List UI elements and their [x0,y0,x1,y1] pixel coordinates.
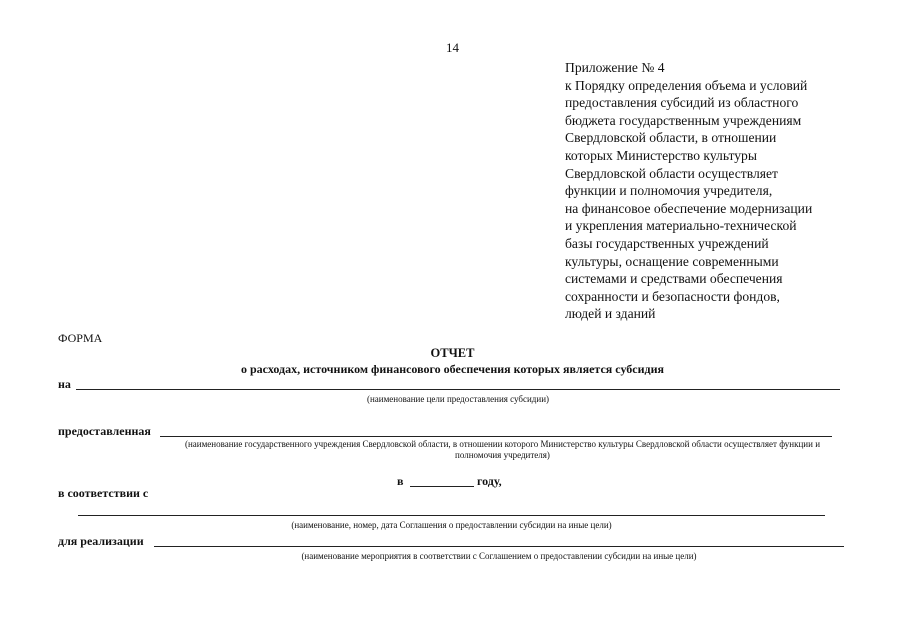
accordance-label: в соответствии с [58,486,149,500]
provided-input-line[interactable] [160,436,832,437]
page-number: 14 [446,40,459,55]
appendix-header [565,59,865,323]
year-input-line[interactable] [410,486,474,487]
appendix-line: и укрепления материально-технической [565,218,797,234]
realization-label: для реализации [58,534,144,548]
accordance-input-line[interactable] [78,515,825,516]
provided-caption: (наименование государственного учреждения Свердловской области, в отношении которого Министерство культуры Свердловской области осуществляет функции и полномочия учредителя) [184,439,821,460]
appendix-line: на финансовое обеспечение модернизации [565,200,813,216]
appendix-line: функции и полномочия учредителя, [565,183,773,199]
appendix-line: системами и средствами обеспечения [565,271,783,287]
accordance-caption: (наименование, номер, дата Соглашения о предоставлении субсидии на иные цели) [291,520,612,530]
appendix-line: людей и зданий [565,306,656,322]
year-suffix: году, [477,474,502,488]
appendix-line: которых Министерство культуры [565,147,757,163]
realization-caption: (наименование мероприятия в соответствии с Соглашением о предоставлении субсидии на иные цели) [301,551,697,561]
appendix-line: предоставления субсидий из областного [565,95,799,111]
appendix-line: бюджета государственным учреждениям [565,112,802,128]
appendix-line: культуры, оснащение современными [565,253,779,269]
appendix-line: Приложение № 4 [565,60,665,75]
appendix-line: Свердловской области, в отношении [565,130,777,146]
report-subtitle: о расходах, источником финансового обеспечения которых является субсидия [240,362,665,376]
na-caption: (наименование цели предоставления субсидии) [366,394,550,404]
appendix-line: базы государственных учреждений [565,235,769,251]
form-label: ФОРМА [58,331,103,345]
realization-input-line[interactable] [154,546,844,547]
appendix-line: сохранности и безопасности фондов, [565,288,780,304]
appendix-line: к Порядку определения объема и условий [565,77,808,93]
na-label: на [58,377,71,391]
appendix-line: Свердловской области осуществляет [565,165,778,181]
report-title: ОТЧЕТ [430,346,475,360]
year-prefix: в [397,474,404,488]
na-input-line[interactable] [76,389,840,390]
provided-label: предоставленная [58,424,151,438]
